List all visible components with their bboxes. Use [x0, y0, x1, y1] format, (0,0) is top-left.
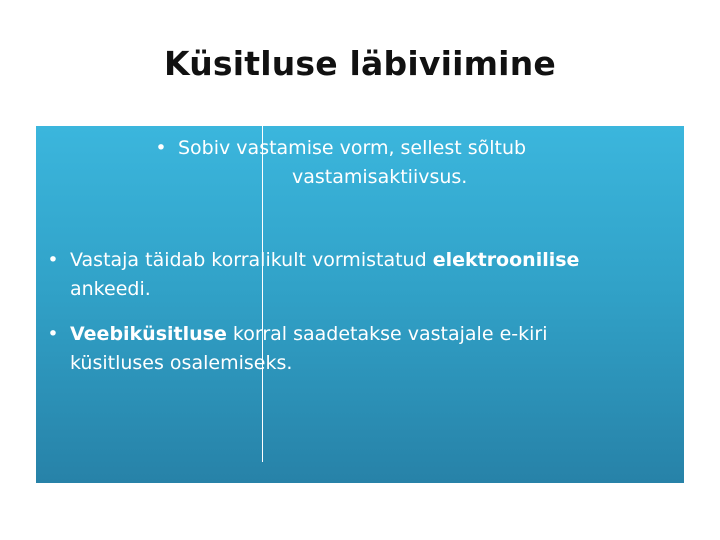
bullet-text-line1: Sobiv vastamise vorm, sellest sõltub — [178, 137, 527, 159]
bullet-text-bold: Veebiküsitluse — [70, 323, 227, 345]
bullet-dot-icon: • — [47, 323, 59, 345]
bullet-text-line2: ankeedi. — [70, 278, 151, 300]
slide-title: Küsitluse läbiviimine — [164, 44, 556, 83]
bullet-text-line2: vastamisaktiivsus. — [292, 166, 468, 188]
bullet-text-bold: elektroonilise — [432, 249, 580, 271]
bullet-text-part1: Vastaja täidab korralikult vormistatud — [70, 249, 433, 271]
bullet-item-response-form — [144, 134, 664, 192]
content-panel — [36, 126, 684, 483]
bullet-item-web-survey — [36, 320, 676, 378]
bullet-text-part1: korral saadetakse vastajale e-kiri — [226, 323, 548, 345]
bullet-text-line2: küsitluses osalemiseks. — [70, 352, 293, 374]
bullet-dot-icon: • — [47, 249, 59, 271]
bullet-dot-icon: • — [155, 137, 167, 159]
bullet-item-electronic-form — [36, 246, 676, 304]
